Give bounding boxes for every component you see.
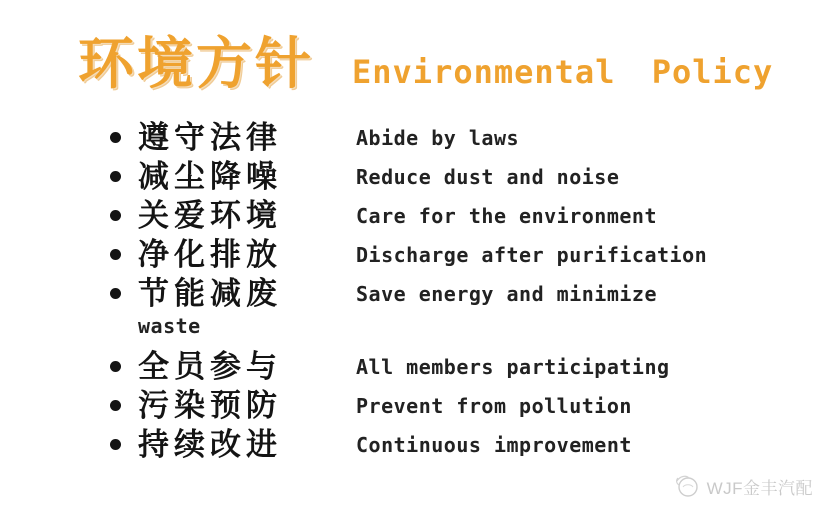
watermark [674,473,813,499]
policy-item-english-wrap: waste [138,314,201,338]
bullet-icon [110,439,121,450]
policy-item-english: All members participating [356,354,670,379]
policy-item-chinese: 减尘降噪 [138,159,282,194]
policy-item-chinese: 关爱环境 [138,198,282,233]
policy-item-chinese: 持续改进 [138,427,282,462]
policy-item-english: Prevent from pollution [356,393,632,418]
policy-item-chinese: 遵守法律 [138,120,282,155]
policy-item-english: Reduce dust and noise [356,164,620,189]
list-item [0,347,835,386]
policy-item-chinese: 节能减废 [138,276,282,311]
bullet-icon [110,400,121,411]
list-item [0,235,835,274]
page-header [78,32,835,95]
page-title-english: Environmental Policy [352,53,774,91]
bullet-icon [110,288,121,299]
policy-item-english: Abide by laws [356,125,520,150]
list-item [0,425,835,464]
list-item [0,157,835,196]
policy-item-chinese: 全员参与 [138,349,282,384]
list-item [0,274,835,313]
policy-item-english: Discharge after purification [356,242,708,267]
watermark-text: WJF金丰汽配 [706,478,813,498]
list-item [0,386,835,425]
policy-item-english: Care for the environment [356,203,657,228]
page-title-chinese: 环境方针 [78,32,314,95]
bullet-icon [110,132,121,143]
list-item [0,196,835,235]
bullet-icon [110,210,121,221]
policy-list [0,118,835,464]
policy-item-chinese: 污染预防 [138,388,282,423]
bullet-icon [110,249,121,260]
watermark-logo-icon [674,473,700,499]
policy-item-chinese: 净化排放 [138,237,282,272]
policy-item-english: Continuous improvement [356,432,632,457]
list-item [0,118,835,157]
policy-item-english: Save energy and minimize [356,281,657,306]
bullet-icon [110,361,121,372]
bullet-icon [110,171,121,182]
